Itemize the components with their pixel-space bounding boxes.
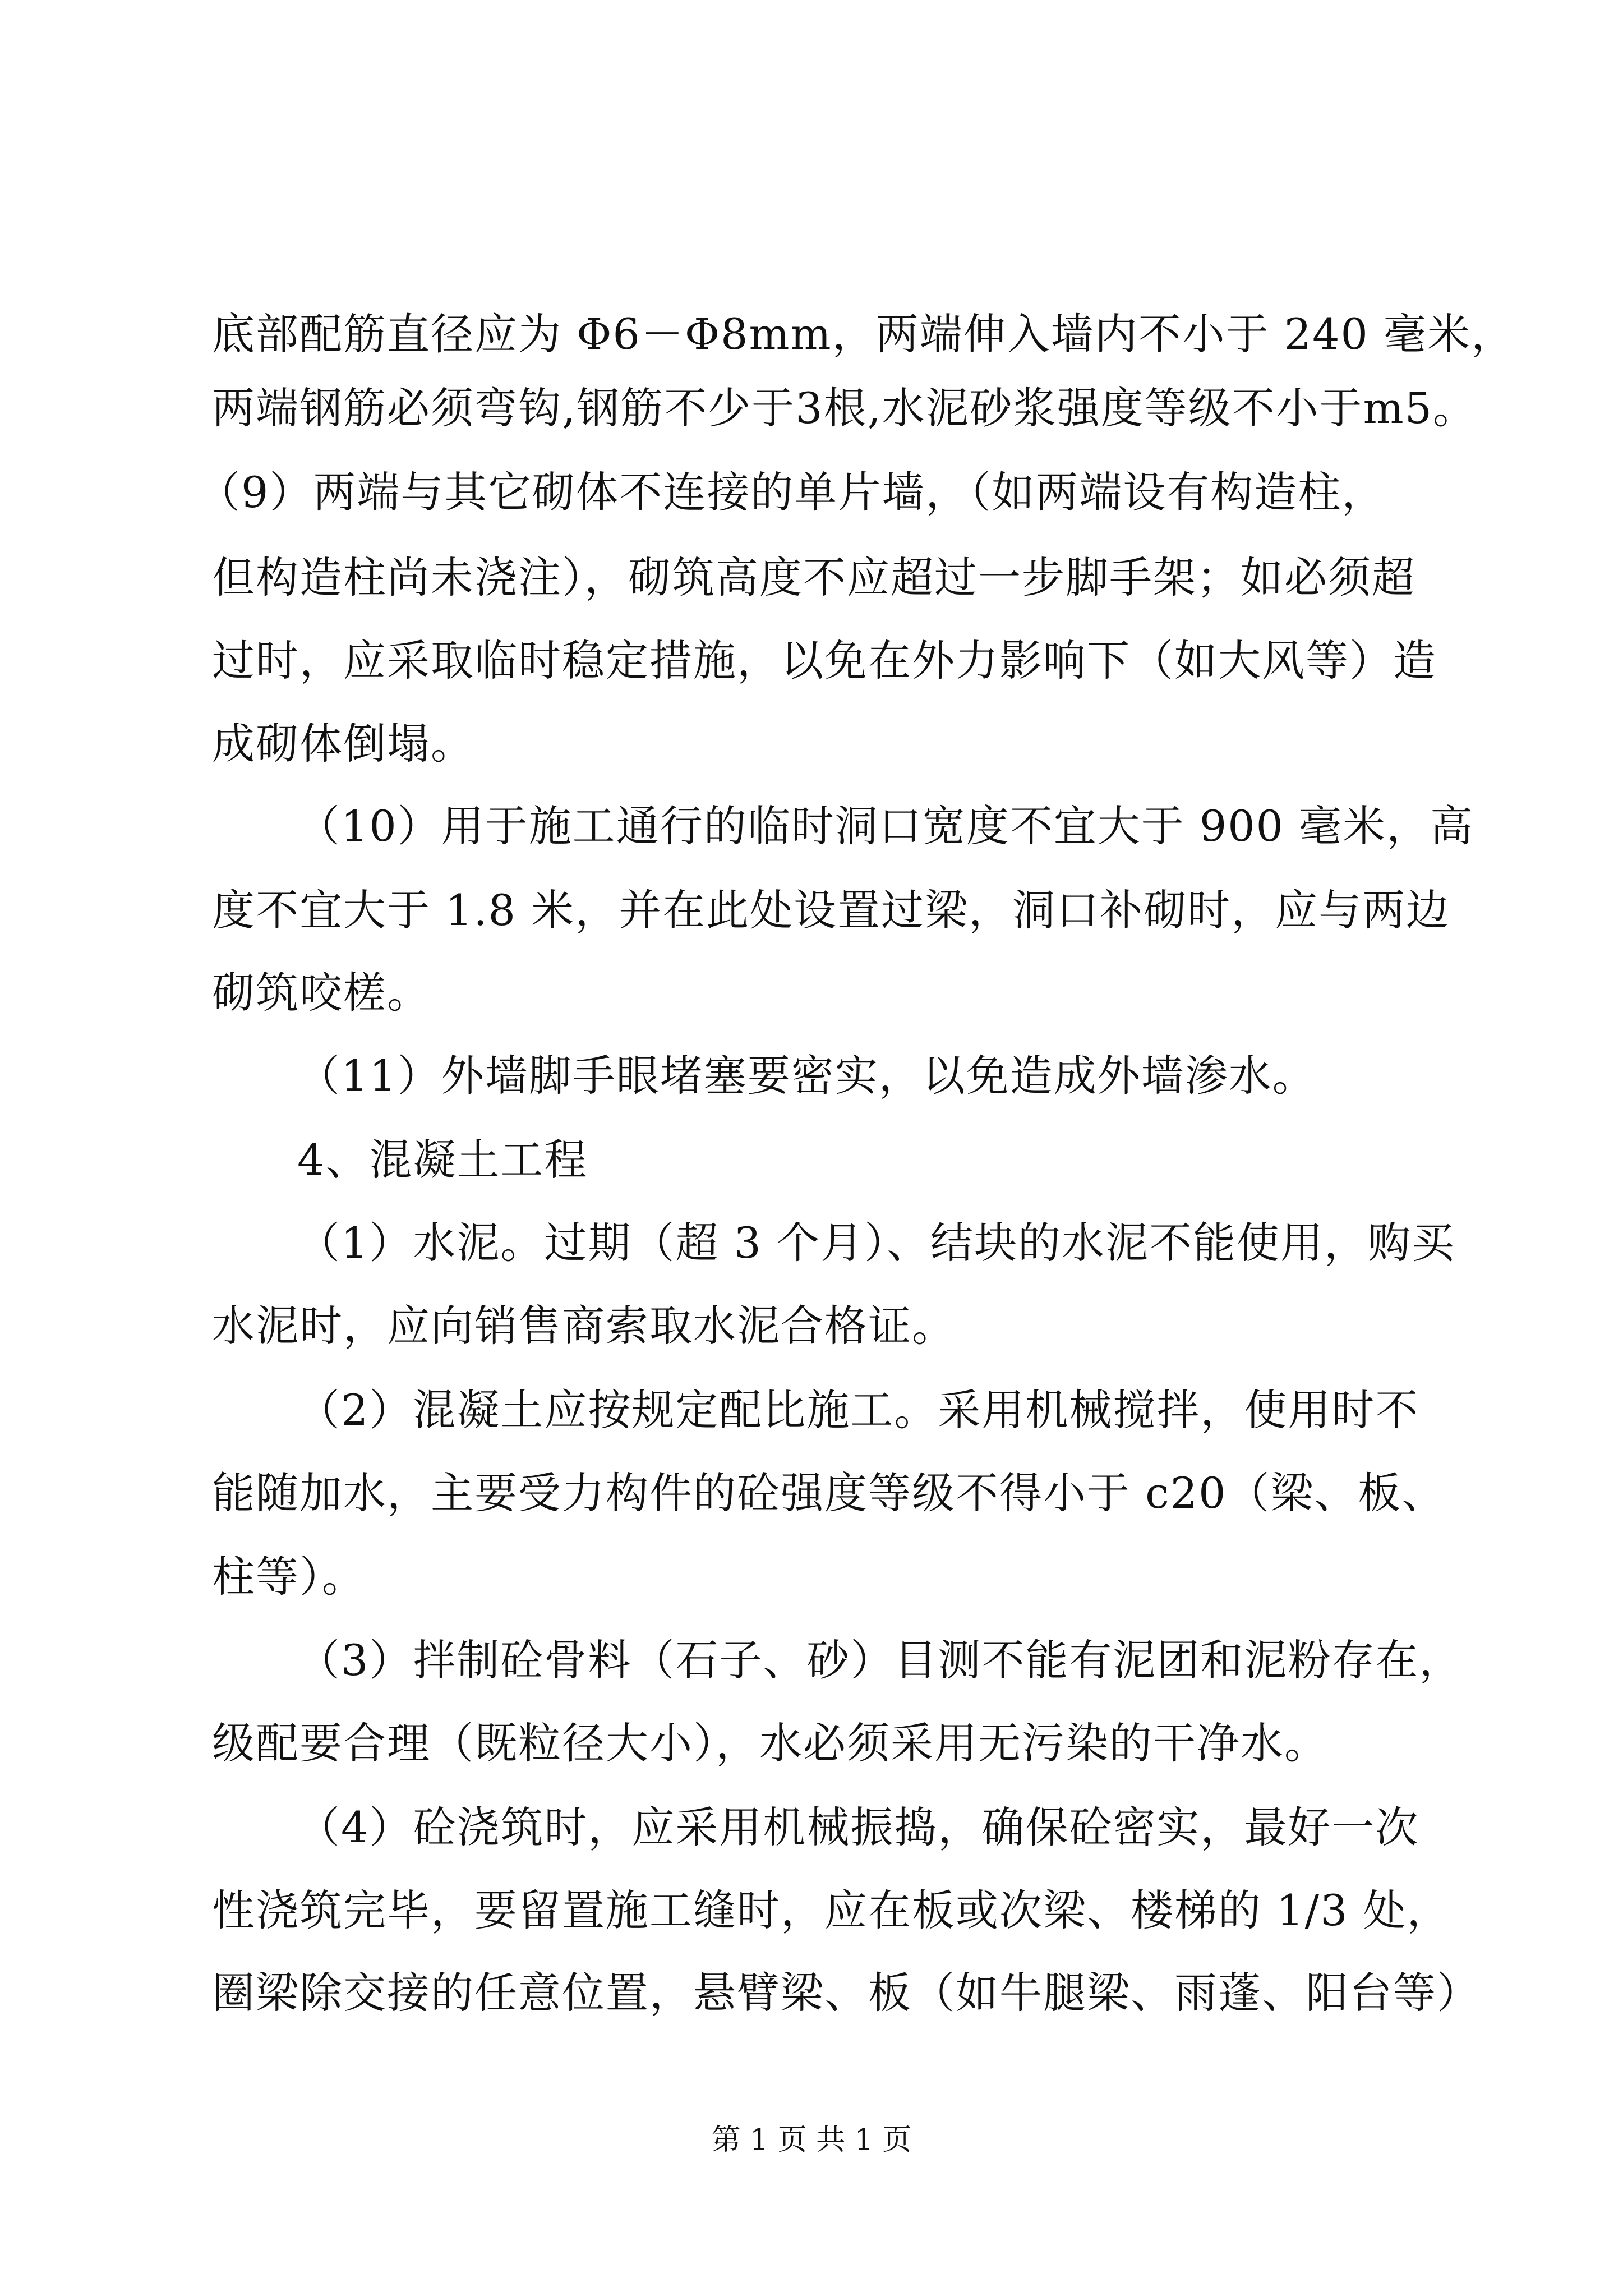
text-line: 但构造柱尚未浇注），砌筑高度不应超过一步脚手架；如必须超 (212, 553, 1415, 602)
text-line: 圈梁除交接的任意位置，悬臂梁、板（如牛腿梁、雨蓬、阳台等） (212, 1968, 1481, 2018)
text-line: （3）拌制砼骨料（石子、砂）目测不能有泥团和泥粉存在， (297, 1635, 1463, 1685)
text-line: 底部配筋直径应为 Φ6－Φ8mm，两端伸入墙内不小于 240 毫米， (212, 309, 1515, 359)
text-line: 成砌体倒塌。 (212, 719, 474, 769)
section-heading: 4、混凝土工程 (297, 1135, 588, 1185)
page-number-footer: 第 1 页 共 1 页 (711, 2123, 912, 2157)
text-line: 度不宜大于 1.8 米，并在此处设置过梁，洞口补砌时，应与两边 (212, 885, 1450, 935)
text-line: （2）混凝土应按规定配比施工。采用机械搅拌，使用时不 (297, 1385, 1419, 1435)
text-line: 柱等）。 (212, 1552, 366, 1602)
text-line: 砌筑咬槎。 (212, 968, 431, 1018)
text-line: （9）两端与其它砌体不连接的单片墙，（如两端设有构造柱， (197, 467, 1386, 517)
text-line: （4）砼浇筑时，应采用机械振捣，确保砼密实，最好一次 (297, 1802, 1419, 1852)
text-line: 过时，应采取临时稳定措施，以免在外力影响下（如大风等）造 (212, 636, 1437, 685)
text-line: 两端钢筋必须弯钩,钢筋不少于3根,水泥砂浆强度等级不小于m5。 (212, 383, 1477, 433)
text-line: （11）外墙脚手眼堵塞要密实，以免造成外墙渗水。 (297, 1051, 1316, 1101)
text-line: 级配要合理（既粒径大小），水必须采用无污染的干净水。 (212, 1718, 1328, 1768)
text-line: 能随加水，主要受力构件的砼强度等级不得小于 c20（梁、板、 (212, 1468, 1446, 1518)
text-line: （1）水泥。过期（超 3 个月）、结块的水泥不能使用，购买 (297, 1218, 1456, 1268)
text-line: （10）用于施工通行的临时洞口宽度不宜大于 900 毫米，高 (297, 801, 1474, 851)
text-line: 性浇筑完毕，要留置施工缝时，应在板或次梁、楼梯的 1/3 处， (212, 1885, 1451, 1935)
text-line: 水泥时，应向销售商索取水泥合格证。 (212, 1301, 956, 1351)
